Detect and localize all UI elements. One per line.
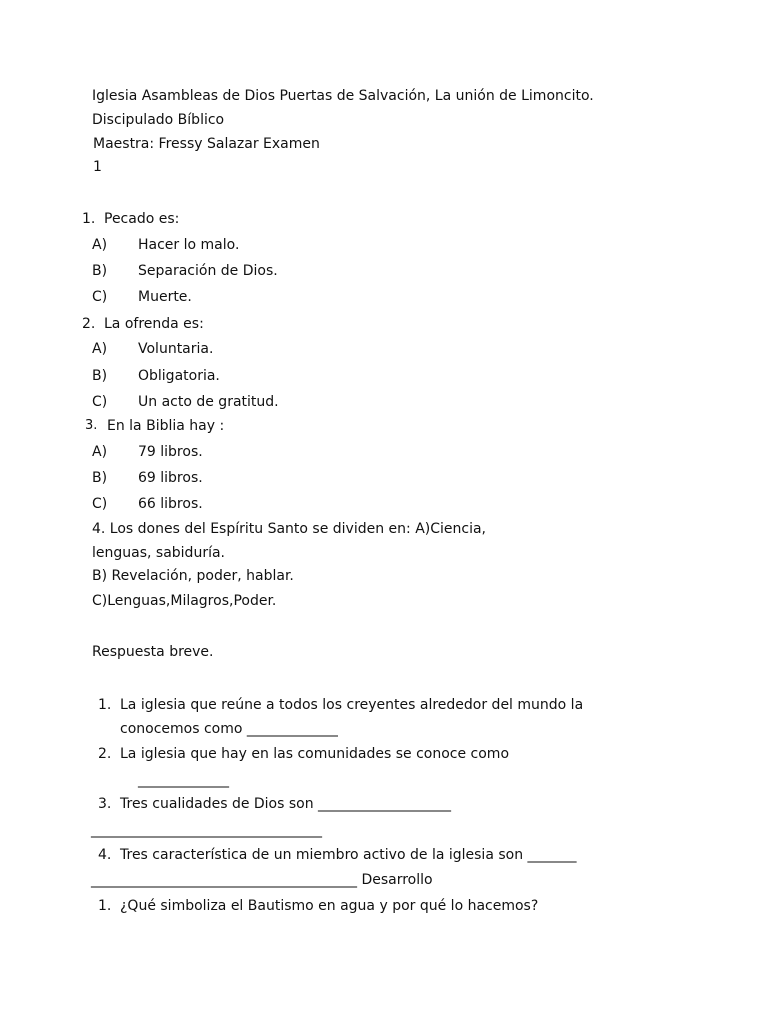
header-line-2: Discipulado Bíblico xyxy=(92,112,225,128)
header-line-3: Maestra: Fressy Salazar Examen xyxy=(93,136,320,152)
q3-option-a-letter: A) xyxy=(92,444,108,460)
question-4-line-1: 4. Los dones del Espíritu Santo se dividen en: A)Ciencia, xyxy=(92,521,487,537)
q1-option-c-text: Muerte. xyxy=(138,289,192,305)
q2-option-c-letter: C) xyxy=(92,394,108,410)
short-answer-title: Respuesta breve. xyxy=(92,644,214,660)
q1-option-c-letter: C) xyxy=(92,289,108,305)
q3-option-a-text: 79 libros. xyxy=(138,444,203,460)
short-answer-1-number: 1. xyxy=(98,697,112,713)
q3-option-c-letter: C) xyxy=(92,496,108,512)
short-answer-4-line-1: Tres característica de un miembro activo de la iglesia son _______ xyxy=(120,847,577,863)
short-answer-4-line-2: ______________________________________ Desarrollo xyxy=(91,872,433,888)
short-answer-3-line-1: Tres cualidades de Dios son ___________________ xyxy=(120,796,452,812)
q3-option-c-text: 66 libros. xyxy=(138,496,203,512)
short-answer-3-line-2: _________________________________ xyxy=(91,822,322,838)
question-4-line-4: C)Lenguas,Milagros,Poder. xyxy=(92,593,277,609)
q1-option-b-letter: B) xyxy=(92,263,108,279)
q3-option-b-text: 69 libros. xyxy=(138,470,203,486)
short-answer-2-line-1: La iglesia que hay en las comunidades se conoce como xyxy=(120,746,510,762)
q2-option-b-letter: B) xyxy=(92,368,108,384)
q2-option-a-text: Voluntaria. xyxy=(138,341,214,357)
short-answer-2-number: 2. xyxy=(98,746,112,762)
header-line-1: Iglesia Asambleas de Dios Puertas de Salvación, La unión de Limoncito. xyxy=(92,88,594,104)
question-2-number: 2. xyxy=(82,316,96,332)
header-line-4: 1 xyxy=(93,159,102,175)
q3-option-b-letter: B) xyxy=(92,470,108,486)
short-answer-3-number: 3. xyxy=(98,796,112,812)
short-answer-4-number: 4. xyxy=(98,847,112,863)
short-answer-1-line-1: La iglesia que reúne a todos los creyentes alrededor del mundo la xyxy=(120,697,584,713)
q1-option-a-letter: A) xyxy=(92,237,108,253)
development-1-number: 1. xyxy=(98,898,112,914)
question-4-line-3: B) Revelación, poder, hablar. xyxy=(92,568,294,584)
q2-option-a-letter: A) xyxy=(92,341,108,357)
question-3-number: 3. xyxy=(85,418,98,433)
question-4-line-2: lenguas, sabiduría. xyxy=(92,545,225,561)
q2-option-b-text: Obligatoria. xyxy=(138,368,220,384)
question-1-number: 1. xyxy=(82,211,96,227)
question-2-text: La ofrenda es: xyxy=(104,316,204,332)
q1-option-b-text: Separación de Dios. xyxy=(138,263,278,279)
question-1-text: Pecado es: xyxy=(104,211,180,227)
short-answer-1-line-2: conocemos como _____________ xyxy=(120,721,338,737)
question-3-text: En la Biblia hay : xyxy=(107,418,225,434)
q2-option-c-text: Un acto de gratitud. xyxy=(138,394,279,410)
development-1-text: ¿Qué simboliza el Bautismo en agua y por qué lo hacemos? xyxy=(120,898,539,914)
short-answer-2-line-2: _____________ xyxy=(138,772,229,788)
q1-option-a-text: Hacer lo malo. xyxy=(138,237,240,253)
